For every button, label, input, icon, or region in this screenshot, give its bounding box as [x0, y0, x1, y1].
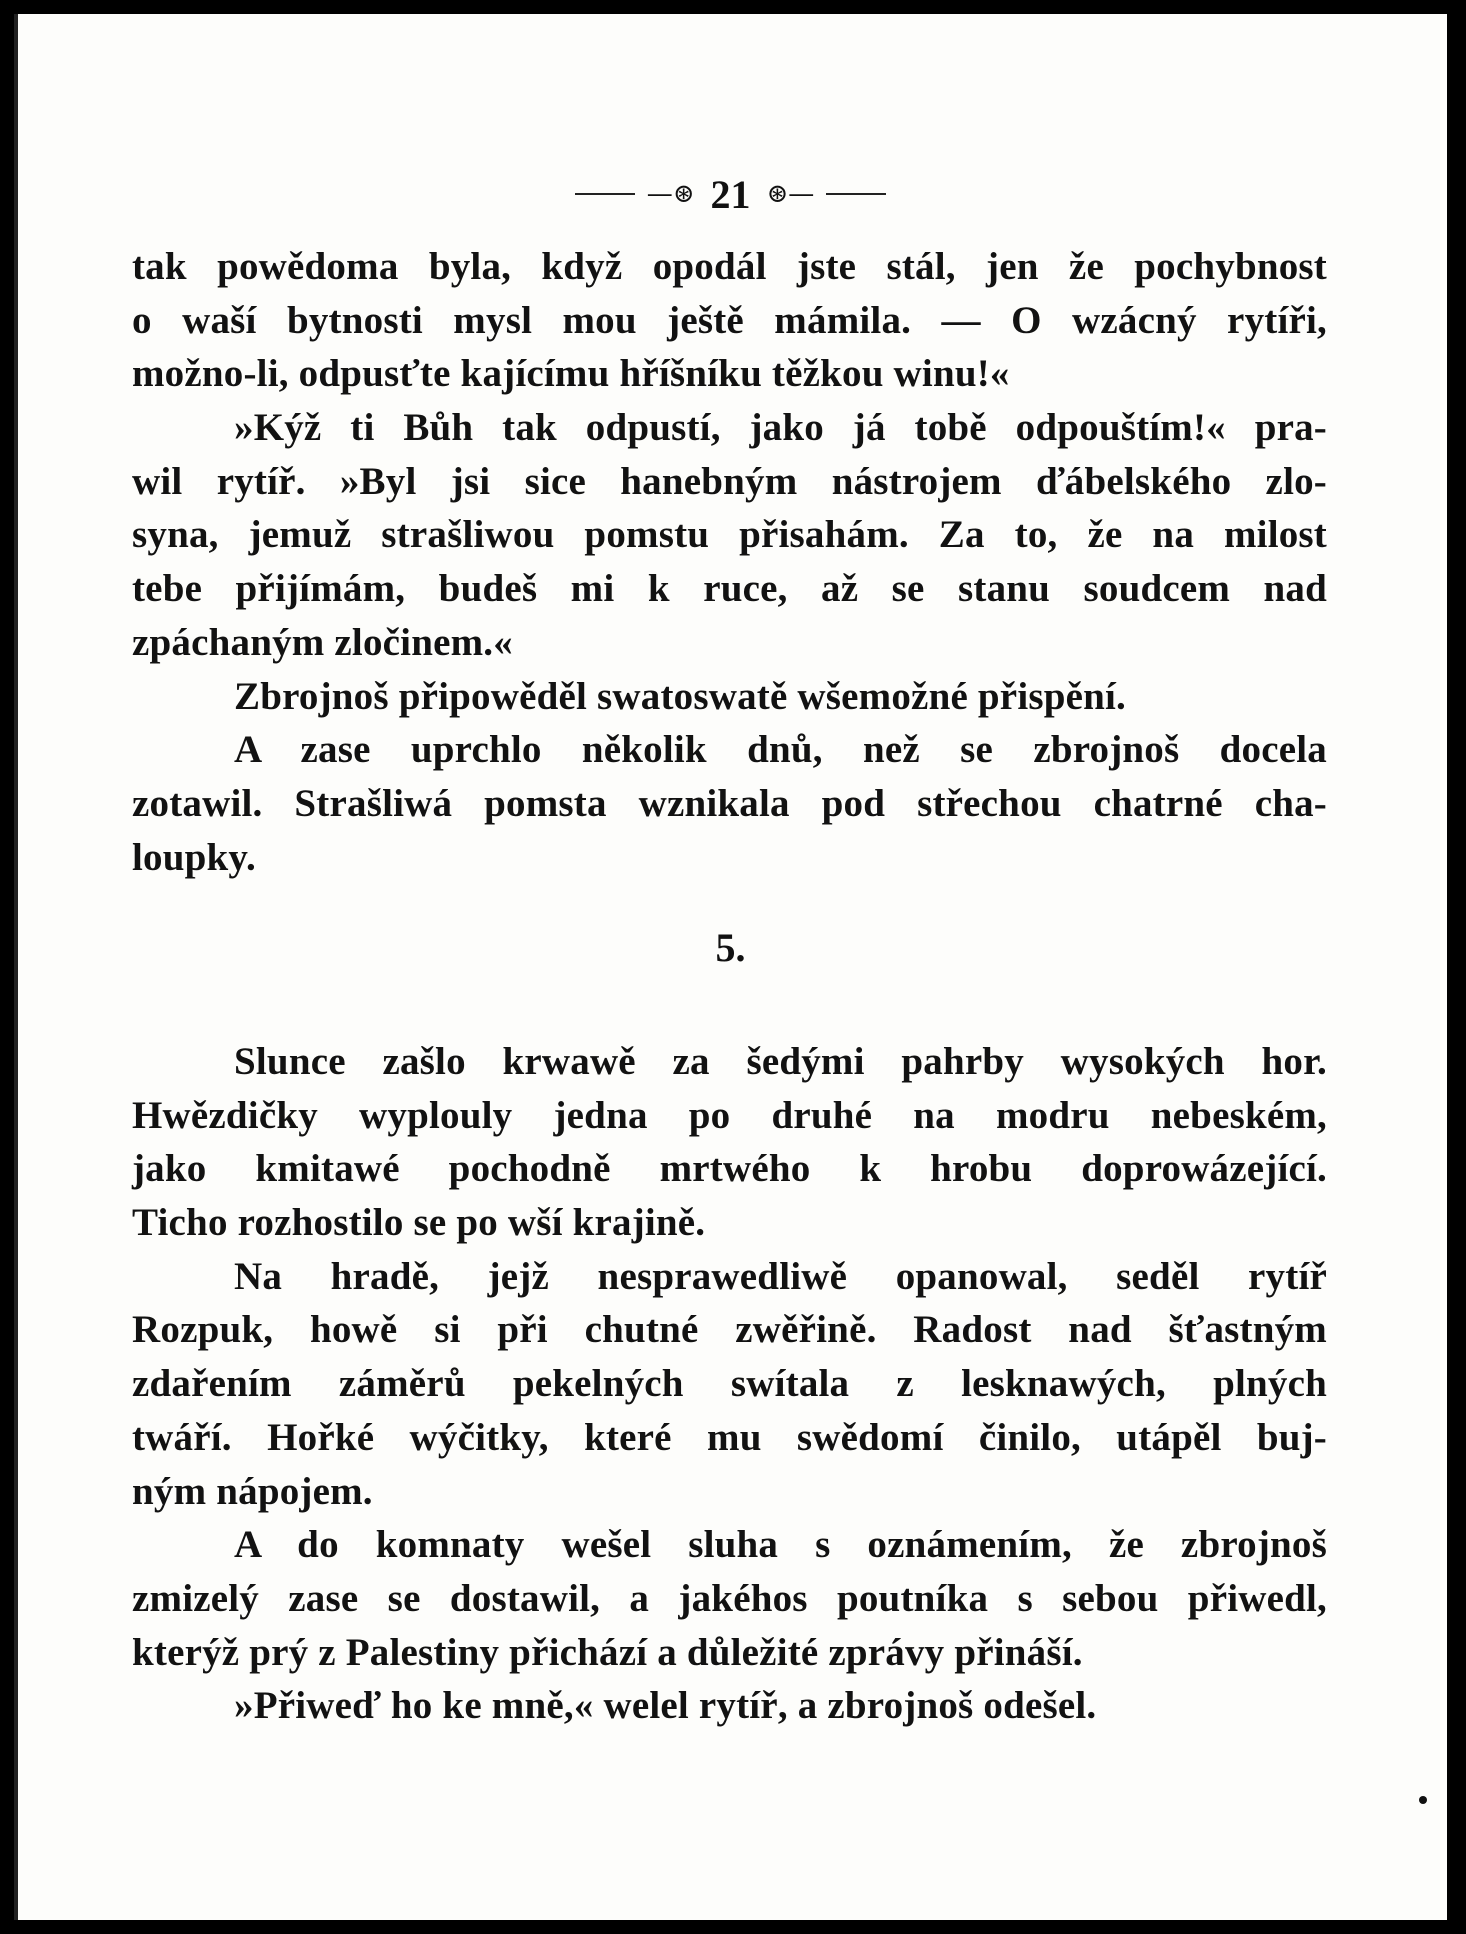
- ornament-left-icon: —⊛: [646, 179, 695, 209]
- text-line: Ticho rozhostilo se po wší krajině.: [132, 1201, 706, 1245]
- text-line: A zase uprchlo několik dnů, než se zbrojnoš docela: [234, 728, 1327, 772]
- text-line: tebe přijímám, budeš mi k ruce, až se stanu soudcem nad: [132, 567, 1327, 611]
- page-header: [14, 164, 1447, 224]
- text-line: ným nápojem.: [132, 1469, 373, 1513]
- text-line: zotawil. Strašliwá pomsta wznikala pod střechou chatrné cha-: [132, 781, 1327, 825]
- text-line: Zbrojnoš připowěděl swatoswatě wšemožné přispění.: [234, 674, 1127, 718]
- text-line: »Přiweď ho ke mně,« welel rytíř, a zbrojnoš odešel.: [234, 1684, 1097, 1728]
- text-line: zmizelý zase se dostawil, a jakéhos poutníka s sebou přiwedl,: [132, 1576, 1327, 1620]
- text-block-before: [132, 240, 1327, 884]
- text-line: zpáchaným zločinem.«: [132, 620, 513, 664]
- text-line: možno-li, odpusťte kajícímu hříšníku těžkou winu!«: [132, 352, 1010, 396]
- text-line: wil rytíř. »Byl jsi sice hanebným nástrojem ďábelského zlo-: [132, 459, 1327, 503]
- text-line: loupky.: [132, 835, 256, 879]
- ink-speck: [1419, 1796, 1427, 1804]
- text-line: Slunce zašlo krwawě za šedými pahrby wysokých hor.: [234, 1040, 1327, 1083]
- text-line: tak powědoma byla, když opodál jste stál, jen že pochybnost: [132, 245, 1327, 288]
- text-line: A do komnaty wešel sluha s oznámením, že zbrojnoš: [234, 1523, 1327, 1567]
- text-line: kterýž prý z Palestiny přichází a důležité zprávy přináší.: [132, 1630, 1083, 1674]
- text-line: twáří. Hořké wýčitky, které mu swědomí činilo, utápěl buj-: [132, 1415, 1327, 1459]
- text-line: zdařením záměrů pekelných swítala z lesknawých, plných: [132, 1362, 1327, 1406]
- text-line: o waší bytnosti mysl mou ještě mámila. — O wzácný rytíři,: [132, 298, 1327, 342]
- section-number: 5.: [715, 925, 746, 970]
- header-rule-left: [575, 193, 635, 195]
- text-line: »Kýž ti Bůh tak odpustí, jako já tobě odpouštím!« pra-: [234, 406, 1327, 450]
- ornament-right-icon: ⊛—: [766, 179, 815, 209]
- book-page: [14, 14, 1447, 1920]
- text-line: Na hradě, jejž nesprawedliwě opanowal, seděl rytíř: [234, 1254, 1327, 1298]
- header-rule-right: [826, 193, 886, 195]
- text-line: Hwězdičky wyplouly jedna po druhé na modru nebeském,: [132, 1093, 1327, 1137]
- text-line: syna, jemuž strašliwou pomstu přisahám. Za to, že na milost: [132, 513, 1327, 557]
- text-block-after: [132, 1035, 1327, 1733]
- page-number: 21: [710, 171, 751, 217]
- text-line: Rozpuk, howě si při chutné zwěřině. Radost nad šťastným: [132, 1308, 1327, 1352]
- text-line: jako kmitawé pochodně mrtwého k hrobu doprowázející.: [132, 1147, 1327, 1191]
